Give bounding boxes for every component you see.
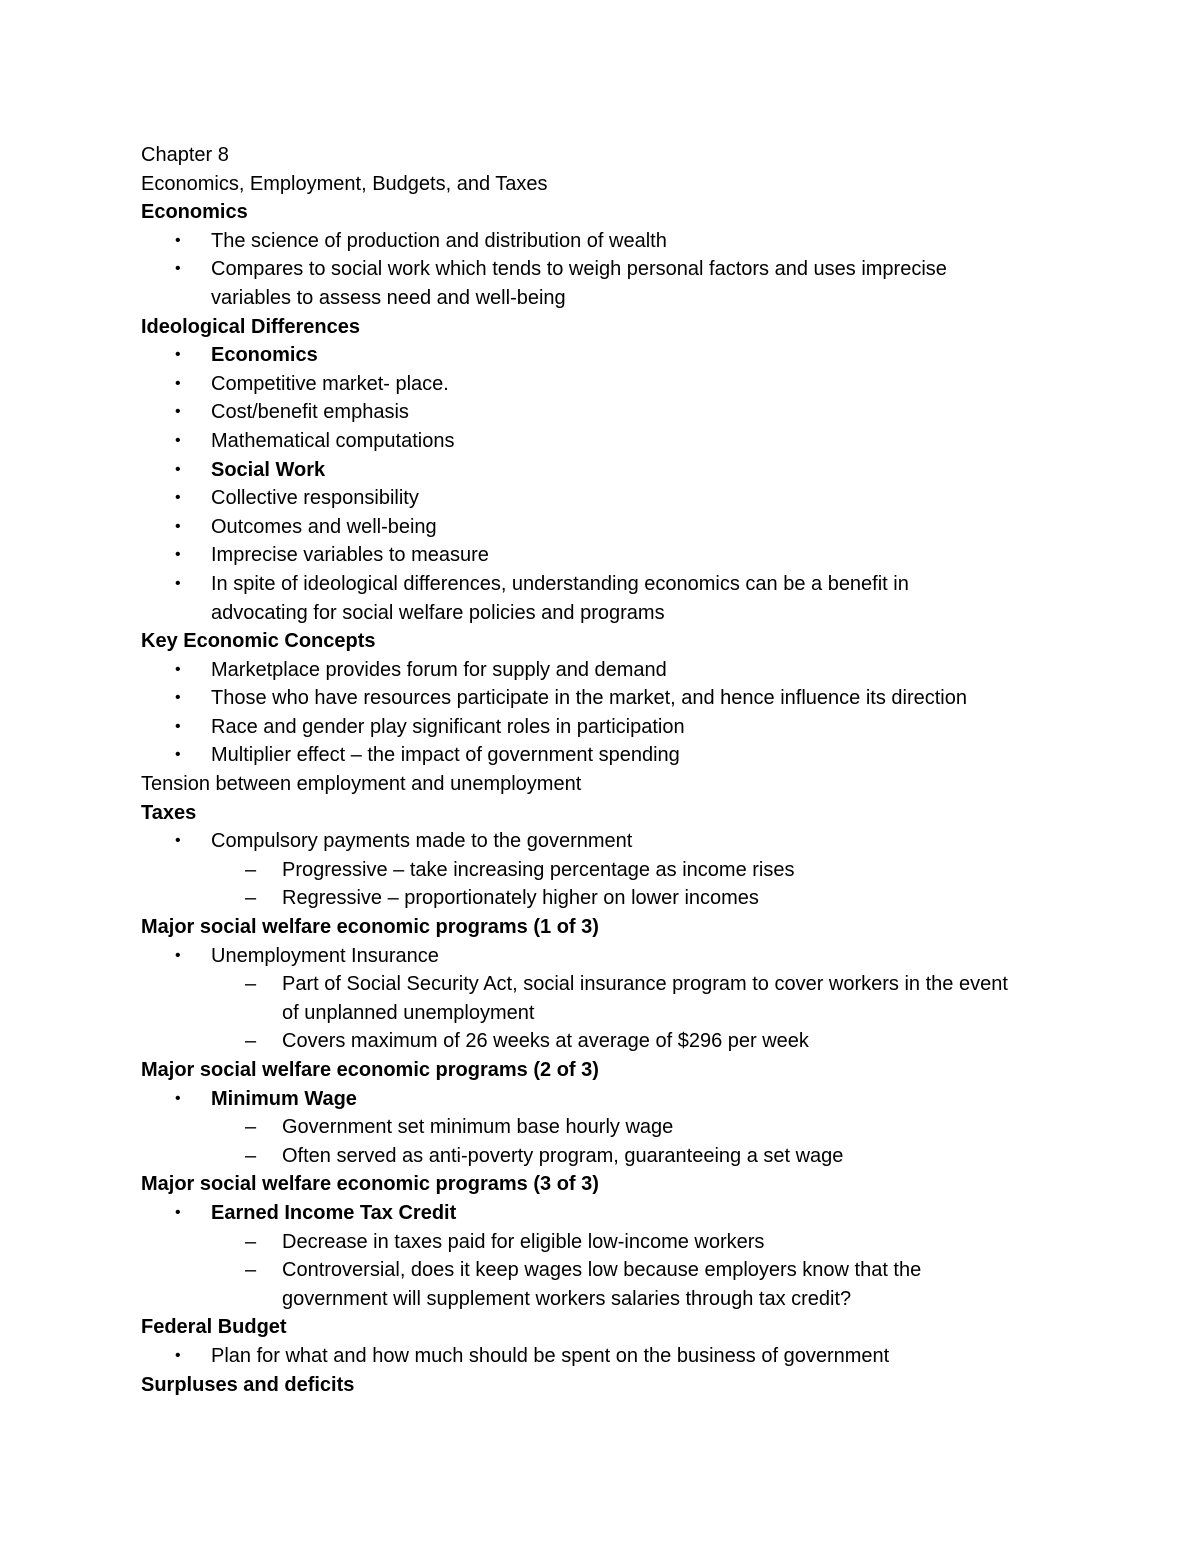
bullet-item	[141, 370, 1101, 399]
bullet-icon: •	[175, 832, 181, 850]
item-text: Mathematical computations	[211, 429, 455, 452]
bullet-item	[141, 541, 1101, 570]
bullet-item	[141, 484, 1101, 513]
sub-bullet-item	[141, 1228, 1101, 1257]
dash-icon: –	[245, 887, 257, 910]
bullet-item	[141, 255, 1101, 312]
bullet-item	[141, 1199, 1101, 1228]
item-text: Controversial, does it keep wages low because employers know that the	[282, 1259, 922, 1282]
bullet-item	[141, 513, 1101, 542]
bullet-icon: •	[175, 374, 181, 392]
dash-icon: –	[245, 858, 257, 881]
item-text-continued: variables to assess need and well-being	[211, 286, 566, 309]
item-text: Those who have resources participate in the market, and hence influence its direction	[211, 687, 967, 710]
item-text: Outcomes and well-being	[211, 515, 437, 538]
bullet-icon: •	[175, 546, 181, 564]
bullet-icon: •	[175, 517, 181, 535]
item-text: Compares to social work which tends to weigh personal factors and uses imprecise	[211, 258, 947, 281]
bullet-item	[141, 1085, 1101, 1114]
item-text: Minimum Wage	[211, 1087, 357, 1110]
bullet-icon: •	[175, 403, 181, 421]
bullet-item	[141, 398, 1101, 427]
item-text: Cost/benefit emphasis	[211, 401, 409, 424]
item-text: Economics	[211, 344, 318, 367]
sub-bullet-item	[141, 1113, 1101, 1142]
bullet-icon: •	[175, 574, 181, 592]
bullet-item	[141, 827, 1101, 856]
bullet-icon: •	[175, 1203, 181, 1221]
item-text: Regressive – proportionately higher on lower incomes	[282, 887, 759, 910]
bullet-icon: •	[175, 346, 181, 364]
sub-bullet-item	[141, 884, 1101, 913]
dash-icon: –	[245, 1144, 257, 1167]
bullet-icon: •	[175, 260, 181, 278]
bullet-icon: •	[175, 1089, 181, 1107]
section-heading: Surpluses and deficits	[141, 1373, 355, 1396]
bullet-item	[141, 656, 1101, 685]
chapter-label: Chapter 8	[141, 144, 229, 166]
item-text: Covers maximum of 26 weeks at average of $296 per week	[282, 1030, 809, 1053]
item-text: Race and gender play significant roles in participation	[211, 715, 685, 738]
section-heading: Major social welfare economic programs (3 of 3)	[141, 1173, 599, 1196]
item-text-continued: government will supplement workers salaries through tax credit?	[282, 1287, 852, 1310]
item-text: Often served as anti-poverty program, guaranteeing a set wage	[282, 1144, 844, 1167]
item-text: Government set minimum base hourly wage	[282, 1116, 674, 1139]
bullet-icon: •	[175, 946, 181, 964]
dash-icon: –	[245, 1230, 257, 1253]
sub-bullet-item	[141, 856, 1101, 885]
bullet-item	[141, 684, 1101, 713]
item-text: Social Work	[211, 458, 326, 481]
item-text: The science of production and distribution of wealth	[211, 229, 667, 252]
bullet-icon: •	[175, 746, 181, 764]
item-text: Part of Social Security Act, social insurance program to cover workers in the event	[282, 973, 1008, 996]
item-text-continued: of unplanned unemployment	[282, 1001, 535, 1024]
bullet-item	[141, 713, 1101, 742]
dash-icon: –	[245, 973, 257, 996]
item-text: Plan for what and how much should be spent on the business of government	[211, 1344, 890, 1367]
sub-bullet-item	[141, 1027, 1101, 1056]
bullet-item	[141, 741, 1101, 770]
section-heading: Ideological Differences	[141, 315, 360, 338]
document-subtitle: Economics, Employment, Budgets, and Taxes	[141, 172, 548, 195]
bullet-icon: •	[175, 717, 181, 735]
section-heading: Major social welfare economic programs (2 of 3)	[141, 1059, 599, 1081]
sub-bullet-item	[141, 1142, 1101, 1171]
bullet-icon: •	[175, 689, 181, 707]
bullet-item	[141, 456, 1101, 485]
item-text: Multiplier effect – the impact of government spending	[211, 744, 680, 767]
bullet-item	[141, 341, 1101, 370]
section-heading: Tension between employment and unemployment	[141, 773, 582, 796]
item-text-continued: advocating for social welfare policies and programs	[211, 601, 665, 624]
item-text: Earned Income Tax Credit	[211, 1201, 457, 1224]
item-text: In spite of ideological differences, understanding economics can be a benefit in	[211, 572, 909, 595]
bullet-item	[141, 942, 1101, 971]
section-heading: Economics	[141, 201, 248, 224]
bullet-icon: •	[175, 489, 181, 507]
item-text: Progressive – take increasing percentage as income rises	[282, 858, 795, 881]
section-heading: Taxes	[141, 801, 197, 824]
document-body	[141, 141, 1101, 1399]
section-heading: Major social welfare economic programs (1 of 3)	[141, 916, 599, 939]
dash-icon: –	[245, 1259, 257, 1282]
bullet-item	[141, 227, 1101, 256]
bullet-item	[141, 1342, 1101, 1371]
dash-icon: –	[245, 1030, 257, 1053]
sub-bullet-item	[141, 970, 1101, 1027]
dash-icon: –	[245, 1116, 257, 1139]
section-heading: Federal Budget	[141, 1316, 287, 1339]
bullet-icon: •	[175, 231, 181, 249]
sections-container	[141, 198, 1101, 1399]
bullet-icon: •	[175, 660, 181, 678]
bullet-icon: •	[175, 431, 181, 449]
item-text: Collective responsibility	[211, 487, 419, 510]
sub-bullet-item	[141, 1256, 1101, 1313]
item-text: Compulsory payments made to the government	[211, 830, 633, 853]
bullet-item	[141, 570, 1101, 627]
section-heading: Key Economic Concepts	[141, 630, 376, 653]
bullet-icon: •	[175, 1346, 181, 1364]
item-text: Competitive market- place.	[211, 372, 449, 395]
item-text: Unemployment Insurance	[211, 944, 439, 967]
item-text: Marketplace provides forum for supply and demand	[211, 658, 667, 681]
item-text: Decrease in taxes paid for eligible low-income workers	[282, 1230, 765, 1253]
bullet-icon: •	[175, 460, 181, 478]
bullet-item	[141, 427, 1101, 456]
item-text: Imprecise variables to measure	[211, 544, 489, 567]
